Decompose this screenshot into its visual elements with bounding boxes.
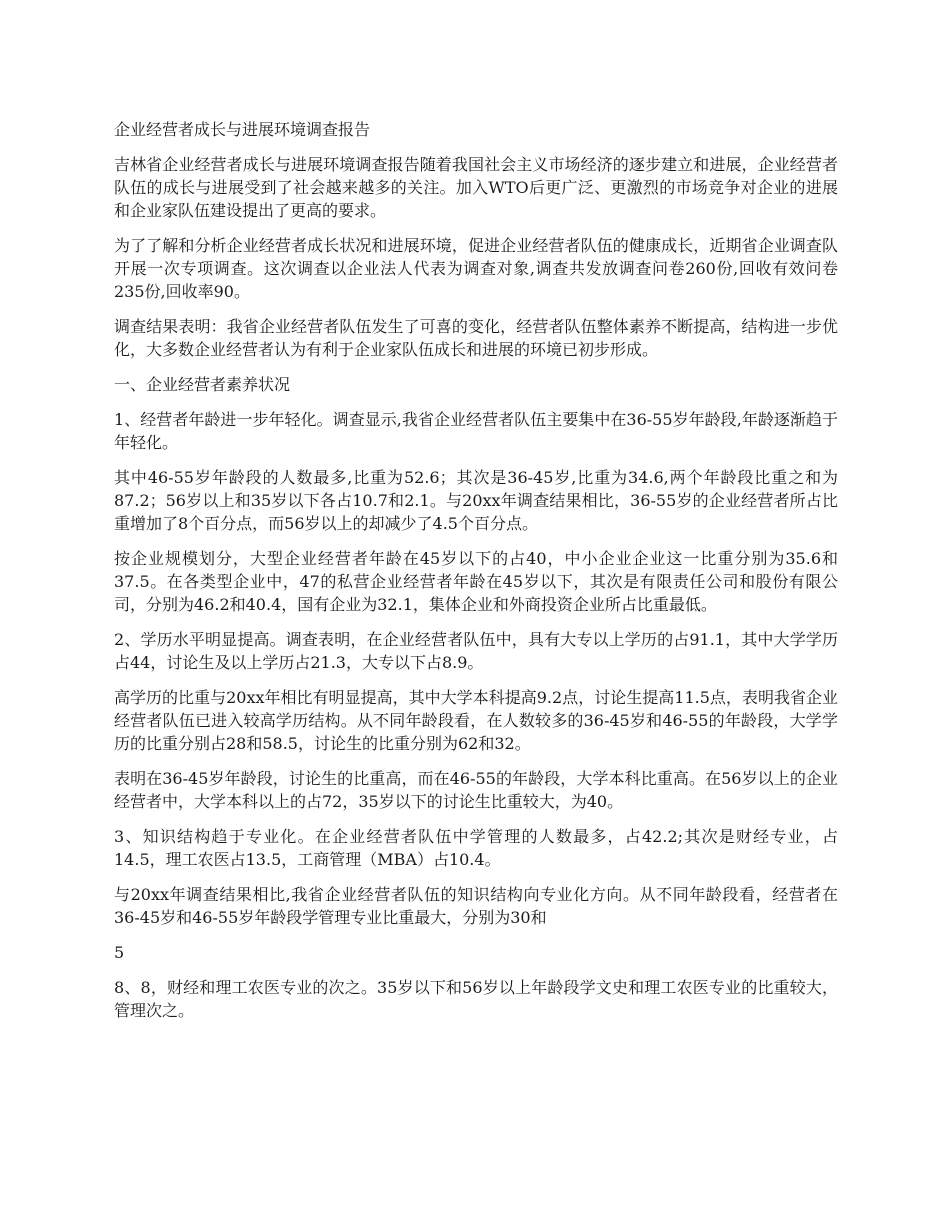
paragraph-enterprise-scale: 按企业规模划分，大型企业经营者年龄在45岁以下的占40，中小企业企业这一比重分别为35.6和37.5。在各类型企业中，47的私营企业经营者年龄在45岁以下，其次是有限责任公司和股份有限公司，分别为46.2和40.4，国有企业为32.1，集体企业和外商投资企业所占比重最低。 (114, 549, 838, 614)
paragraph-purpose: 为了了解和分析企业经营者成长状况和进展环境，促进企业经营者队伍的健康成长，近期省企业调查队开展一次专项调查。这次调查以企业法人代表为调查对象,调查共发放调查问卷260份,回收有效问卷235份,回收率90。 (114, 236, 838, 301)
paragraph-knowledge-compare: 与20xx年调查结果相比,我省企业经营者队伍的知识结构向专业化方向。从不同年龄段看，经营者在36-45岁和46-55岁年龄段学管理专业比重最大，分别为30和 (114, 885, 838, 927)
paragraph-education-compare: 高学历的比重与20xx年相比有明显提高，其中大学本科提高9.2点，讨论生提高11.5点，表明我省企业经营者队伍已进入较高学历结构。从不同年龄段看，在人数较多的36-45岁和46-55的年龄段，大学学历的比重分别占28和58.5，讨论生的比重分别为62和32。 (114, 688, 838, 753)
paragraph-age-breakdown: 其中46-55岁年龄段的人数最多,比重为52.6；其次是36-45岁,比重为34.6,两个年龄段比重之和为87.2；56岁以上和35岁以下各占10.7和2.1。与20xx年调查结果相比，36-55岁的企业经营者所占比重增加了8个百分点，而56岁以上的却减少了4.5个百分点。 (114, 468, 838, 533)
paragraph-fragment: 5 (114, 943, 125, 962)
paragraph-results: 调查结果表明：我省企业经营者队伍发生了可喜的变化，经营者队伍整体素养不断提高，结构进一步优化，大多数企业经营者认为有利于企业家队伍成长和进展的环境已初步形成。 (114, 317, 838, 359)
paragraph-education-age: 表明在36-45岁年龄段，讨论生的比重高，而在46-55的年龄段，大学本科比重高。在56岁以上的企业经营者中，大学本科以上的占72，35岁以下的讨论生比重较大，为40。 (114, 769, 838, 811)
document-page (114, 118, 838, 1034)
paragraph-knowledge-age: 8、8，财经和理工农医专业的次之。35岁以下和56岁以上年龄段学文史和理工农医专业的比重较大，管理次之。 (114, 978, 838, 1020)
paragraph-knowledge-structure: 3、知识结构趋于专业化。在企业经营者队伍中学管理的人数最多，占42.2;其次是财经专业，占14.5，理工农医占13.5，工商管理（MBA）占10.4。 (114, 827, 838, 869)
paragraph-age-trend: 1、经营者年龄进一步年轻化。调查显示,我省企业经营者队伍主要集中在36-55岁年龄段,年龄逐渐趋于年轻化。 (114, 410, 838, 452)
section-heading-quality: 一、企业经营者素养状况 (114, 375, 291, 394)
paragraph-intro: 吉林省企业经营者成长与进展环境调查报告随着我国社会主义市场经济的逐步建立和进展，企业经营者队伍的成长与进展受到了社会越来越多的关注。加入WTO后更广泛、更激烈的市场竞争对企业的进展和企业家队伍建设提出了更高的要求。 (114, 155, 838, 220)
document-title: 企业经营者成长与进展环境调查报告 (114, 120, 371, 139)
paragraph-education-level: 2、学历水平明显提高。调查表明，在企业经营者队伍中，具有大专以上学历的占91.1，其中大学学历占44，讨论生及以上学历占21.3，大专以下占8.9。 (114, 630, 838, 672)
